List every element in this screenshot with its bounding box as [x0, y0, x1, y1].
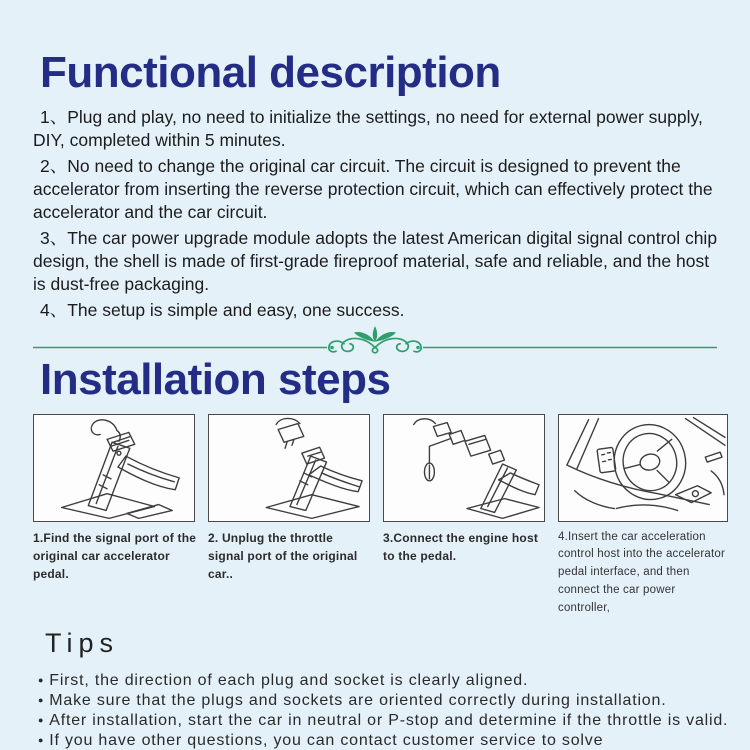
functional-description-list: [33, 106, 720, 321]
feature-item-2: 2、No need to change the original car circuit. The circuit is designed to prevent the accelerator from inserting the reverse protection circuit, which can effectively protect the accelerator and the car circuit.: [33, 156, 713, 222]
tips-title: Tips: [45, 627, 120, 658]
tip-item-4: ● If you have other questions, you can contact customer service to solve: [38, 731, 730, 750]
divider-flourish-icon: [33, 325, 717, 355]
feature-item-4: 4、The setup is simple and easy, one success.: [40, 299, 405, 320]
tip-item-3: ● After installation, start the car in neutral or P-stop and determine if the throttle is valid.: [38, 711, 730, 731]
installation-step-4: [558, 414, 730, 618]
step-4-caption: 4.Insert the car acceleration control host into the accelerator pedal interface, and then connect the car power controller,: [558, 530, 726, 614]
feature-item-3: 3、The car power upgrade module adopts the latest American digital signal control chip design, the shell is made of first-grade fireproof material, safe and reliable, and the host is dust-free packaging.: [33, 227, 718, 294]
flourish-ornament-icon: [33, 325, 717, 355]
installation-step-1: [33, 414, 197, 618]
feature-item-1: 1、Plug and play, no need to initialize the settings, no need for external power supply, DIY, completed within 5 minutes.: [33, 107, 703, 151]
installation-steps-row: [33, 414, 728, 618]
step-1-caption: 1.Find the signal port of the original car accelerator pedal.: [33, 530, 197, 581]
tips-list: [38, 671, 730, 750]
step-2-image: [208, 414, 370, 522]
functional-description-title: Functional description: [40, 48, 501, 97]
pedal-with-unplugged-connector-icon: [209, 415, 369, 521]
step-3-caption: 3.Connect the engine host to the pedal.: [383, 530, 539, 563]
installation-steps-title: Installation steps: [40, 355, 391, 405]
step-2-caption: 2. Unplug the throttle signal port of the original car..: [208, 530, 358, 581]
accelerator-pedal-with-cable-icon: [34, 415, 194, 521]
pedal-with-engine-host-chain-icon: [384, 415, 544, 521]
installation-step-3: [383, 414, 547, 618]
step-1-image: [33, 414, 195, 522]
tip-item-2: ● Make sure that the plugs and sockets are oriented correctly during installation.: [38, 691, 730, 711]
installation-step-2: [208, 414, 372, 618]
step-4-image: [558, 414, 728, 522]
tip-item-1: ● First, the direction of each plug and socket is clearly aligned.: [38, 671, 730, 691]
car-interior-steering-wheel-icon: [559, 415, 727, 521]
step-3-image: [383, 414, 545, 522]
